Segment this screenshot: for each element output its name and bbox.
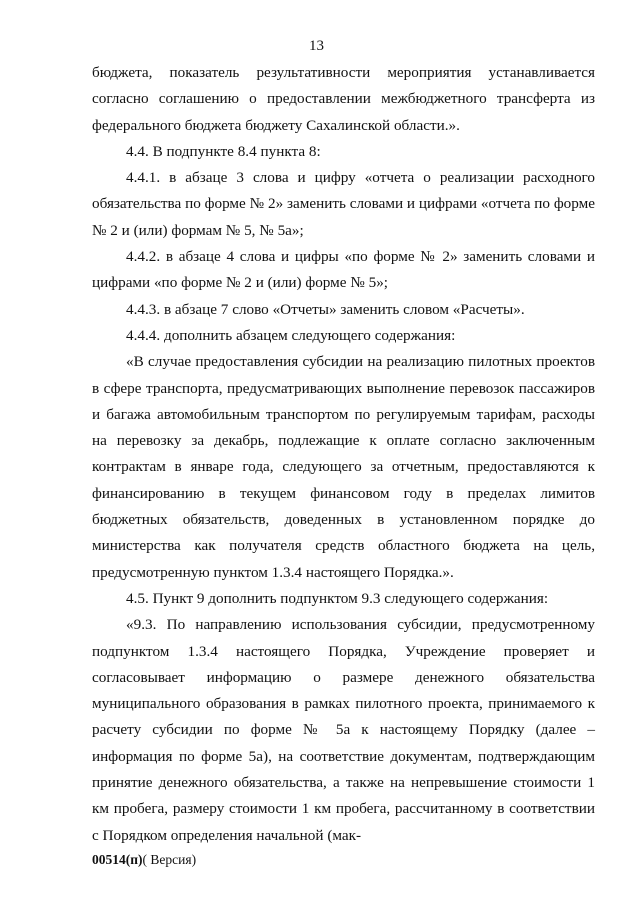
page-number: 13 bbox=[309, 38, 324, 54]
document-code: 00514(п) bbox=[92, 852, 143, 867]
paragraph-4-4-4: 4.4.4. дополнить абзацем следующего содержания: bbox=[126, 326, 456, 344]
paragraph-4-4-3: 4.4.3. в абзаце 7 слово «Отчеты» заменить словом «Расчеты». bbox=[126, 300, 525, 318]
version-label: ( Версия) bbox=[142, 852, 197, 867]
paragraph-4-4-1: 4.4.1. в абзаце 3 слова и цифру «отчета о реализации расходного обязательства по форме № 2» заменить словами и цифрами «отчета по форме № 2 и (или) формам № 5, № 5а»; bbox=[92, 169, 595, 239]
paragraph-9-3: «9.3. По направлению использования субсидии, предусмотренному подпунктом 1.3.4 настоящего Порядка, Учреждение проверяет и согласовывает информацию о размере денежного обязательства муниципального образования в рамках пилотного проекта, принимаемого к расчету субсидии по форме № 5а к настоящему Порядку (далее – информация по форме 5а), на соответствие документам, подтверждающим принятие денежного обязательства, а также на непревышение стоимости 1 км пробега, размеру стоимости 1 км пробега, рассчитанному в соответствии с Порядком определения начальной (мак- bbox=[92, 616, 595, 844]
paragraph-4-4: 4.4. В подпункте 8.4 пункта 8: bbox=[126, 142, 321, 160]
paragraph-continuation: бюджета, показатель результативности мероприятия устанавливается согласно соглашению о предоставлении межбюджетного трансферта из федерального бюджета бюджету Сахалинской области.». bbox=[92, 64, 595, 134]
paragraph-4-4-2: 4.4.2. в абзаце 4 слова и цифры «по форме № 2» заменить словами и цифрами «по форме № 2 и (или) форме № 5»; bbox=[92, 248, 595, 292]
document-footer bbox=[92, 852, 196, 868]
paragraph-quoted-addition: «В случае предоставления субсидии на реализацию пилотных проектов в сфере транспорта, предусматривающих выполнение перевозок пассажиров и багажа автомобильным транспортом по регулируемым тарифам, расходы на перевозку за декабрь, подлежащие к оплате согласно заключенным контрактам в январе года, следующего за отчетным, предоставляются к финансированию в текущем финансовом году в пределах лимитов бюджетных обязательств, доведенных в установленном порядке до министерства как получателя средств областного бюджета на цель, предусмотренную пунктом 1.3.4 настоящего Порядка.». bbox=[92, 353, 595, 581]
paragraph-4-5: 4.5. Пункт 9 дополнить подпунктом 9.3 следующего содержания: bbox=[126, 589, 549, 607]
document-body bbox=[92, 60, 595, 849]
